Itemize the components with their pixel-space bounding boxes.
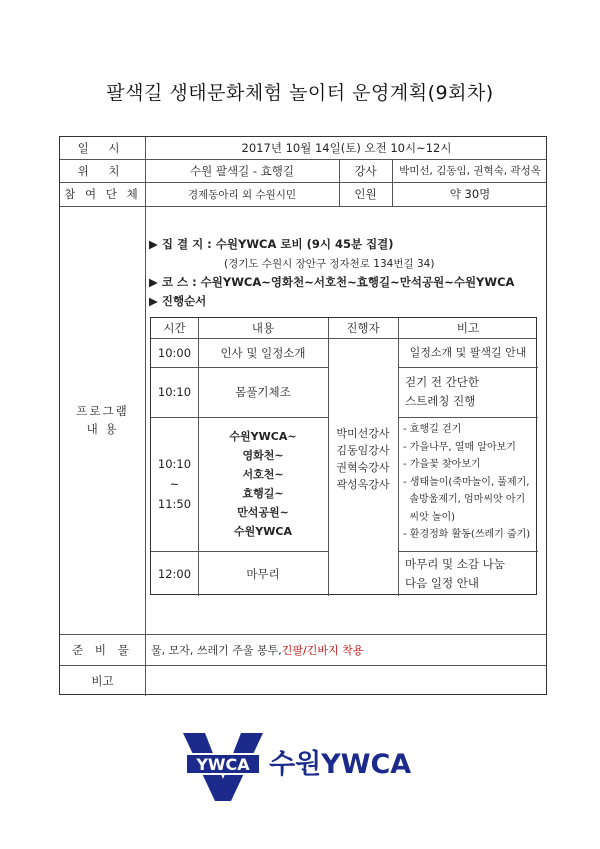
schedule-heading: ▶ 진행순서 (149, 294, 207, 308)
route-stop: 영화천~ (242, 449, 284, 462)
note-line: 솔방울제기, 엄마씨앗 아기 (403, 494, 526, 505)
participant-label: 참 여 단 체 (64, 187, 141, 201)
row3-content (198, 417, 328, 551)
date-label: 일 시 (77, 141, 128, 155)
row2-note-line: 스트레칭 진행 (405, 394, 476, 408)
row2-note-line: 걷기 전 간단한 (405, 375, 479, 389)
row4-notes (405, 551, 535, 596)
count-label: 인원 (354, 187, 377, 201)
date-value: 2017년 10월 14일(토) 오전 10시~12시 (241, 141, 452, 155)
row4-note-line: 마무리 및 소감 나눔 (405, 556, 505, 571)
course: ▶ 코 스 : 수원YWCA~영화천~서호천~효행길~만석공원~수원YWCA (149, 275, 515, 289)
remarks-label: 비고 (91, 673, 114, 688)
row4-note-line: 다음 일정 안내 (405, 575, 479, 590)
route-stop: 수원YWCA (234, 525, 292, 538)
ywca-logo-mark (183, 733, 423, 803)
place-label: 위 치 (77, 163, 128, 178)
meeting-address: (경기도 수원시 장안구 정자천로 134번길 34) (224, 258, 435, 270)
route-stop: 효행길~ (242, 487, 284, 500)
supplies-value (151, 634, 363, 665)
supplies-text: 물, 모자, 쓰레기 주울 봉투, (151, 643, 282, 657)
row2-content: 몸풀기체조 (235, 385, 291, 399)
logo-wordmark: 수원YWCA (269, 749, 412, 780)
leader-name: 박미선강사 (336, 427, 390, 440)
count-value: 약 30명 (449, 187, 491, 201)
row3-notes (403, 421, 530, 544)
note-line: - 생태놀이(죽마놀이, 풀제기, (403, 476, 530, 488)
header-leader: 진행자 (346, 321, 380, 335)
row4-content: 마무리 (246, 566, 280, 581)
row2-time: 10:10 (157, 385, 192, 399)
supplies-highlight: 긴팔/긴바지 착용 (281, 643, 364, 657)
note-line: - 가을나무, 열매 알아보기 (403, 441, 516, 453)
row4-time: 12:00 (157, 566, 192, 581)
leaders-cell (328, 367, 398, 551)
meeting-point: ▶ 집 결 지 : 수원YWCA 로비 (9시 45분 집결) (149, 237, 394, 251)
program-label-line2: 내 용 (86, 422, 119, 436)
header-time: 시간 (163, 321, 186, 335)
row1-notes: 일정소개 및 팔색길 안내 (409, 345, 527, 359)
place-value: 수원 팔색길 - 효행길 (190, 163, 294, 178)
route-stop: 서호천~ (242, 468, 284, 481)
page-title: 팔색길 생태문화체험 놀이터 운영계획(9회차) (106, 82, 494, 104)
leader-name: 곽성옥강사 (336, 478, 390, 491)
program-label (60, 206, 145, 634)
supplies-label: 준 비 물 (72, 642, 133, 657)
participant-value: 경제동아리 외 수원시민 (187, 188, 297, 201)
header-notes: 비고 (456, 321, 480, 335)
program-label-line1: 프로그램 (76, 404, 129, 418)
schedule-table (150, 317, 537, 595)
row3-time-sep: ~ (169, 477, 180, 491)
note-line: - 환경정화 활동(쓰레기 줍기) (403, 529, 531, 540)
row1-content: 인사 및 일정소개 (220, 345, 306, 360)
row3-time (151, 417, 198, 551)
leader-name: 권혁숙강사 (336, 461, 390, 474)
leader-name: 김동임강사 (336, 444, 390, 457)
row1-time: 10:00 (157, 345, 192, 360)
note-line: - 효행길 걷기 (403, 424, 462, 435)
route-stop: 수원YWCA~ (229, 430, 297, 443)
header-content: 내용 (251, 321, 275, 335)
logo-badge-text: YWCA (196, 755, 250, 774)
note-line: - 가을꽃 찾아보기 (403, 459, 481, 470)
instructor-value: 박미선, 김동임, 권혁숙, 곽성옥 (399, 165, 541, 177)
route-stop: 만석공원~ (237, 506, 289, 519)
ywca-logo (183, 733, 423, 803)
note-line: 씨앗 놀이) (403, 511, 456, 523)
row2-notes (405, 367, 535, 417)
instructor-label: 강사 (354, 163, 377, 178)
row3-time-end: 11:50 (157, 497, 192, 511)
row3-time-start: 10:10 (157, 457, 192, 471)
